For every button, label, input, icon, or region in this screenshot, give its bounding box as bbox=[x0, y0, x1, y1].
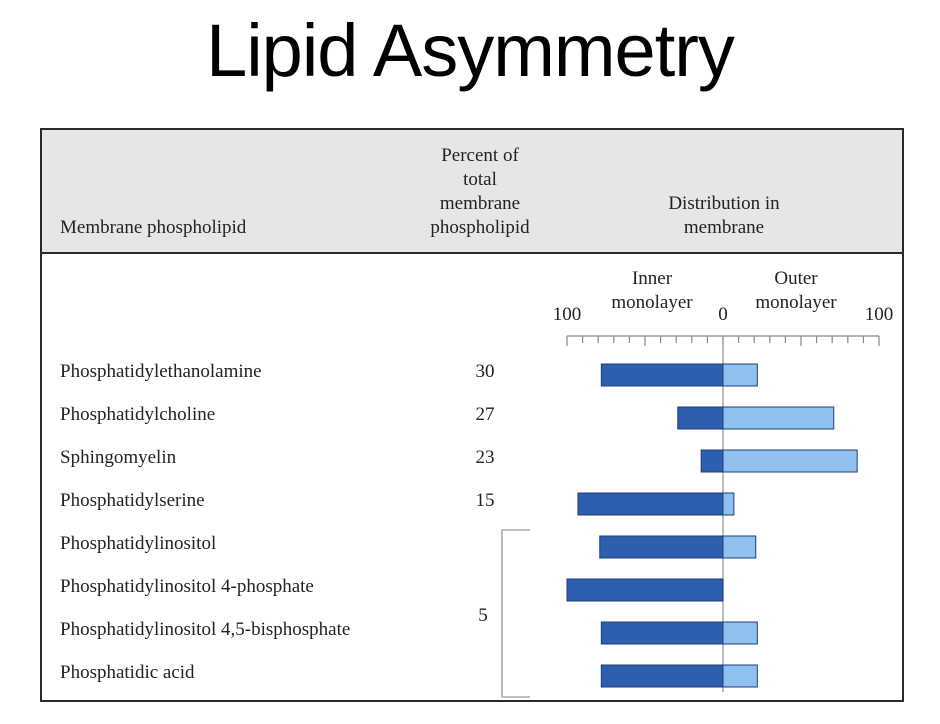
row-percent: 30 bbox=[475, 361, 495, 382]
group-bracket bbox=[502, 530, 530, 697]
row-name: Phosphatidic acid bbox=[60, 662, 195, 683]
header-percent-line-1: Percent of bbox=[441, 145, 519, 166]
bar-outer bbox=[723, 450, 857, 472]
header-distribution-line-1: Distribution in bbox=[668, 193, 780, 214]
row-percent: 15 bbox=[475, 490, 495, 511]
header-percent-line-2: total bbox=[463, 169, 497, 190]
row-percent: 23 bbox=[475, 447, 495, 468]
header-percent-line-4: phospholipid bbox=[430, 217, 530, 238]
page-title: Lipid Asymmetry bbox=[206, 9, 734, 92]
bar-outer bbox=[723, 407, 834, 429]
row-percent: 27 bbox=[475, 404, 495, 425]
bar-inner bbox=[601, 665, 723, 687]
bar-inner bbox=[601, 364, 723, 386]
tick-label-zero: 0 bbox=[718, 304, 728, 325]
row-name: Phosphatidylinositol 4,5-bisphosphate bbox=[60, 619, 351, 640]
row-name: Phosphatidylinositol 4-phosphate bbox=[60, 576, 314, 597]
bar-outer bbox=[723, 665, 757, 687]
bar-outer bbox=[723, 364, 757, 386]
tick-label-inner-100: 100 bbox=[552, 304, 582, 325]
axis-outer-label-line-2: monolayer bbox=[755, 292, 837, 313]
header-membrane-phospholipid: Membrane phospholipid bbox=[60, 217, 247, 238]
row-name: Phosphatidylcholine bbox=[60, 404, 216, 425]
bar-inner bbox=[701, 450, 723, 472]
row-name: Sphingomyelin bbox=[60, 447, 177, 468]
bar-inner bbox=[601, 622, 723, 644]
bar-inner bbox=[600, 536, 723, 558]
group-percent: 5 bbox=[478, 604, 488, 626]
bar-inner bbox=[678, 407, 723, 429]
bar-inner bbox=[567, 579, 723, 601]
bar-outer bbox=[723, 536, 756, 558]
row-name: Phosphatidylethanolamine bbox=[60, 361, 262, 382]
header-percent-line-3: membrane bbox=[439, 193, 521, 214]
row-name: Phosphatidylinositol bbox=[60, 533, 217, 554]
bar-outer bbox=[723, 622, 757, 644]
row-name: Phosphatidylserine bbox=[60, 490, 205, 511]
bar-outer bbox=[723, 493, 734, 515]
lipid-table bbox=[40, 128, 904, 702]
axis-outer-label-line-1: Outer bbox=[774, 268, 818, 289]
header-distribution-line-2: membrane bbox=[683, 217, 765, 238]
axis-inner-label-line-1: Inner bbox=[631, 268, 673, 289]
distribution-chart bbox=[42, 130, 902, 700]
tick-label-outer-100: 100 bbox=[864, 304, 894, 325]
bar-inner bbox=[578, 493, 723, 515]
axis-inner-label-line-2: monolayer bbox=[611, 292, 693, 313]
